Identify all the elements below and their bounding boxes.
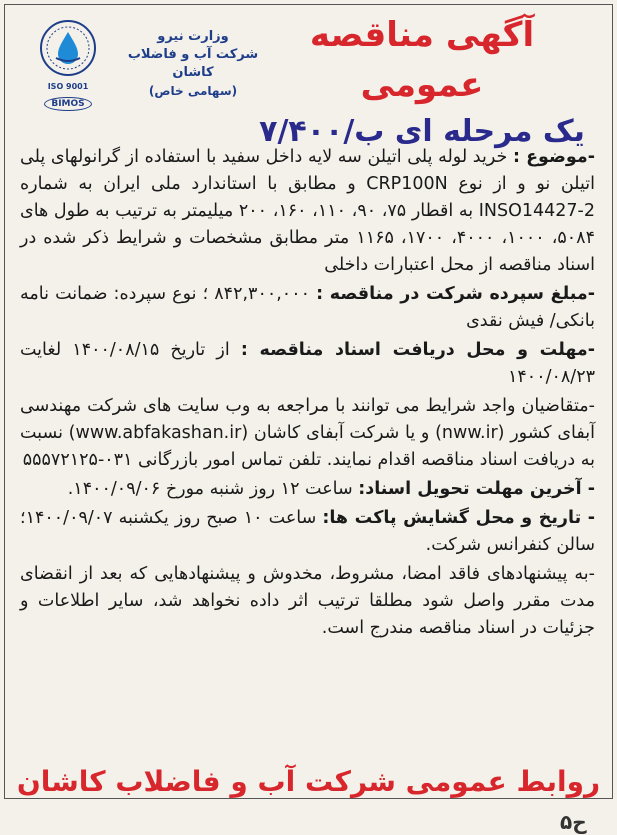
receive-label: -مهلت و محل دریافت اسناد مناقصه : xyxy=(240,340,595,360)
deposit-text: ۸۴۲,۳۰۰,۰۰۰ ؛ نوع سپرده: ضمانت نامه بانکی/ فیش نقدی xyxy=(20,284,595,331)
notice-title: آگهی مناقصه عمومی xyxy=(309,15,535,105)
company-logo xyxy=(22,18,114,111)
opening-label: - تاریخ و محل گشایش پاکت ها: xyxy=(322,508,596,528)
receive-paragraph xyxy=(20,337,595,391)
receive-text: از تاریخ ۱۴۰۰/۰۸/۱۵ لغایت ۱۴۰۰/۰۸/۲۳ xyxy=(20,340,595,387)
opening-text: ساعت ۱۰ صبح روز یکشنبه ۱۴۰۰/۰۹/۰۷؛ سالن کنفرانس شرکت. xyxy=(20,508,595,555)
delivery-text: ساعت ۱۲ روز شنبه مورخ ۱۴۰۰/۰۹/۰۶. xyxy=(67,479,359,499)
subject-label: -موضوع : xyxy=(512,147,595,167)
notice-body xyxy=(8,144,609,642)
public-relations-signature: روابط عمومی شرکت آب و فاضلاب کاشان xyxy=(16,765,601,798)
title-block xyxy=(257,10,587,154)
subject-paragraph xyxy=(20,144,595,279)
notice-number: یک مرحله ای ب/۷/۴۰۰ xyxy=(259,114,585,149)
organization-block xyxy=(118,28,268,100)
corner-mark: ح۵ xyxy=(560,810,587,834)
iso-label: ISO 9001 xyxy=(47,82,89,91)
delivery-paragraph xyxy=(20,476,595,503)
opening-paragraph xyxy=(20,505,595,559)
water-drop-logo-icon xyxy=(38,18,98,78)
delivery-label: - آخرین مهلت تحویل اسناد: xyxy=(358,479,595,499)
company-type: (سهامی خاص) xyxy=(148,84,238,98)
subject-text: خرید لوله پلی اتیلن سه لایه داخل سفید با استفاده از گرانولهای پلی اتیلن نو و از نوع CRP100N و مطابق با استاندارد ملی ایران به شماره INSO14427-2 به اقطار ۷۵، ۹۰، ۱۱۰، ۱۶۰، ۲۰۰ میلیمتر به ترتیب به طول های ۵۰۸۴، ۱۰۰۰، ۴۰۰۰، ۱۷۰۰، ۱۱۶۵ متر مطابق مشخصات و شرایط ذکر شده در اسناد مناقصه از محل اعتبارات داخلی xyxy=(20,147,595,275)
company-name: شرکت آب و فاضلاب کاشان xyxy=(127,47,259,80)
notice-header xyxy=(8,6,609,149)
deposit-paragraph xyxy=(20,281,595,335)
certifier-badge: BIMOS xyxy=(44,97,91,111)
ministry-name: وزارت نیرو xyxy=(157,29,229,44)
conditions-paragraph: -به پیشنهادهای فاقد امضا، مشروط، مخدوش و پیشنهادهایی که بعد از انقضای مدت مقرر واصل شود مطلقا ترتیب اثر داده نخواهد شد، سایر اطلاعات و جزئیات در اسناد مناقصه مندرج است. xyxy=(20,564,595,638)
deposit-label: -مبلغ سپرده شرکت در مناقصه : xyxy=(316,284,595,304)
applicants-paragraph: -متقاضیان واجد شرایط می توانند با مراجعه به وب سایت های شرکت مهندسی آبفای کشور (nww.ir) و یا شرکت آبفای کاشان (www.abfakashan.ir) نسبت به دریافت اسناد مناقصه اقدام نمایند. تلفن تماس امور بازرگانی ۰۳۱-۵۵۵۷۲۱۲۵ xyxy=(20,396,595,470)
